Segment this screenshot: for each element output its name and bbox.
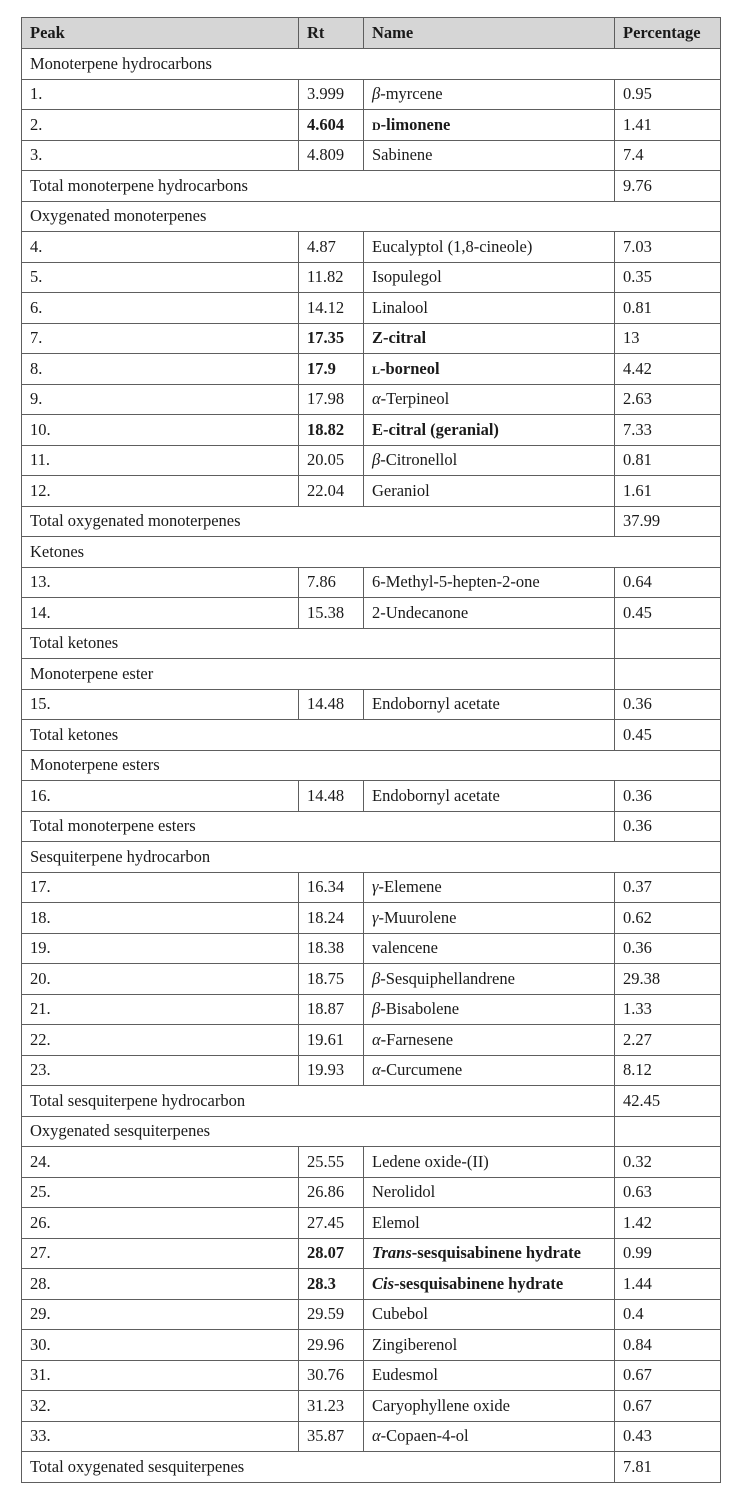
name-column-header: Name <box>364 18 615 49</box>
total-row <box>22 171 721 202</box>
isomer-prefix: Cis <box>372 1273 395 1293</box>
rt-cell: 26.86 <box>299 1177 364 1208</box>
peak-cell: 9. <box>22 384 299 415</box>
rt-cell: 31.23 <box>299 1391 364 1422</box>
greek-prefix: α <box>372 1060 381 1080</box>
percentage-cell: 2.27 <box>615 1025 721 1056</box>
name-cell <box>364 79 615 110</box>
table-row <box>22 1269 721 1300</box>
peak-cell: 17. <box>22 872 299 903</box>
peak-cell: 6. <box>22 293 299 324</box>
name-cell <box>364 1147 615 1178</box>
peak-cell: 20. <box>22 964 299 995</box>
compound-name: Endobornyl acetate <box>372 694 500 714</box>
name-cell <box>364 1330 615 1361</box>
total-percentage: 42.45 <box>615 1086 721 1117</box>
table-row <box>22 262 721 293</box>
percentage-cell: 0.43 <box>615 1421 721 1452</box>
peak-cell: 24. <box>22 1147 299 1178</box>
total-label: Total ketones <box>22 628 615 659</box>
rt-cell: 22.04 <box>299 476 364 507</box>
name-cell <box>364 598 615 629</box>
total-row <box>22 506 721 537</box>
rt-cell: 25.55 <box>299 1147 364 1178</box>
total-percentage: 0.45 <box>615 720 721 751</box>
name-cell <box>364 1391 615 1422</box>
percentage-cell: 1.42 <box>615 1208 721 1239</box>
table-row <box>22 1208 721 1239</box>
table-row <box>22 1360 721 1391</box>
table-row <box>22 903 721 934</box>
compound-name: -Sesquiphellandrene <box>380 968 515 988</box>
group-row <box>22 842 721 873</box>
table-row <box>22 872 721 903</box>
name-cell <box>364 567 615 598</box>
greek-prefix: β <box>372 999 381 1019</box>
rt-cell: 3.999 <box>299 79 364 110</box>
name-cell <box>364 1177 615 1208</box>
rt-cell: 14.48 <box>299 781 364 812</box>
compound-name: valencene <box>372 938 438 958</box>
peak-cell: 15. <box>22 689 299 720</box>
compound-name: -Curcumene <box>380 1060 463 1080</box>
peak-column-header: Peak <box>22 18 299 49</box>
rt-cell: 28.3 <box>299 1269 364 1300</box>
rt-cell: 29.96 <box>299 1330 364 1361</box>
percentage-cell: 8.12 <box>615 1055 721 1086</box>
group-title: Monoterpene hydrocarbons <box>22 49 721 80</box>
table-row <box>22 1025 721 1056</box>
table-row <box>22 781 721 812</box>
table-row <box>22 1391 721 1422</box>
compound-name: -Elemene <box>378 877 442 897</box>
rt-cell: 4.809 <box>299 140 364 171</box>
percentage-cell: 0.36 <box>615 689 721 720</box>
group-title: Oxygenated monoterpenes <box>22 201 721 232</box>
compound-name: -Farnesene <box>380 1029 454 1049</box>
percentage-cell: 13 <box>615 323 721 354</box>
table-body <box>22 49 721 1483</box>
percentage-cell: 0.67 <box>615 1360 721 1391</box>
total-row <box>22 1086 721 1117</box>
percentage-cell: 7.03 <box>615 232 721 263</box>
percentage-cell: 0.67 <box>615 1391 721 1422</box>
percentage-cell: 0.64 <box>615 567 721 598</box>
group-title: Monoterpene esters <box>22 750 721 781</box>
compound-name: -Copaen-4-ol <box>380 1426 469 1446</box>
peak-cell: 3. <box>22 140 299 171</box>
name-cell <box>364 1238 615 1269</box>
name-cell <box>364 994 615 1025</box>
percentage-cell: 1.33 <box>615 994 721 1025</box>
greek-prefix: β <box>372 450 381 470</box>
peak-cell: 5. <box>22 262 299 293</box>
rt-cell: 7.86 <box>299 567 364 598</box>
peak-cell: 10. <box>22 415 299 446</box>
rt-cell: 14.48 <box>299 689 364 720</box>
greek-prefix: α <box>372 389 381 409</box>
group-row <box>22 659 721 690</box>
total-label: Total monoterpene esters <box>22 811 615 842</box>
group-title: Ketones <box>22 537 721 568</box>
total-row <box>22 811 721 842</box>
rt-cell: 17.35 <box>299 323 364 354</box>
name-cell <box>364 1421 615 1452</box>
table-row <box>22 110 721 141</box>
peak-cell: 14. <box>22 598 299 629</box>
group-row <box>22 49 721 80</box>
rt-cell: 4.604 <box>299 110 364 141</box>
compound-name: -Muurolene <box>378 907 457 927</box>
table-row <box>22 689 721 720</box>
table-row <box>22 354 721 385</box>
name-cell <box>364 1208 615 1239</box>
compound-name: Sabinene <box>372 145 433 165</box>
name-cell <box>364 1269 615 1300</box>
table-row <box>22 964 721 995</box>
name-cell <box>364 140 615 171</box>
rt-cell: 29.59 <box>299 1299 364 1330</box>
peak-cell: 31. <box>22 1360 299 1391</box>
compounds-table <box>21 17 721 1483</box>
table-row <box>22 1177 721 1208</box>
percentage-cell: 1.41 <box>615 110 721 141</box>
peak-cell: 1. <box>22 79 299 110</box>
percentage-cell: 29.38 <box>615 964 721 995</box>
name-cell <box>364 384 615 415</box>
percentage-cell: 2.63 <box>615 384 721 415</box>
compound-name: Z-citral <box>372 328 427 348</box>
percentage-cell: 0.35 <box>615 262 721 293</box>
percentage-cell: 0.32 <box>615 1147 721 1178</box>
stereo-prefix: d <box>372 114 381 134</box>
name-cell <box>364 293 615 324</box>
group-percentage-cell <box>615 1116 721 1147</box>
header-row <box>22 18 721 49</box>
rt-cell: 19.61 <box>299 1025 364 1056</box>
name-cell <box>364 1299 615 1330</box>
peak-cell: 19. <box>22 933 299 964</box>
total-percentage: 37.99 <box>615 506 721 537</box>
table-row <box>22 79 721 110</box>
total-label: Total sesquiterpene hydrocarbon <box>22 1086 615 1117</box>
table-row <box>22 933 721 964</box>
percentage-cell: 0.81 <box>615 445 721 476</box>
stereo-prefix: l <box>372 358 381 378</box>
percentage-cell: 0.99 <box>615 1238 721 1269</box>
percentage-cell: 0.62 <box>615 903 721 934</box>
compound-name: -Citronellol <box>380 450 458 470</box>
group-title: Oxygenated sesquiterpenes <box>22 1116 615 1147</box>
percentage-cell: 7.33 <box>615 415 721 446</box>
percentage-cell: 0.95 <box>615 79 721 110</box>
percentage-cell: 0.63 <box>615 1177 721 1208</box>
percentage-cell: 0.36 <box>615 933 721 964</box>
total-percentage: 7.81 <box>615 1452 721 1483</box>
name-cell <box>364 933 615 964</box>
group-title: Monoterpene ester <box>22 659 615 690</box>
percentage-cell: 1.44 <box>615 1269 721 1300</box>
compound-name: 6-Methyl-5-hepten-2-one <box>372 572 540 592</box>
rt-cell: 18.75 <box>299 964 364 995</box>
table-row <box>22 323 721 354</box>
name-cell <box>364 872 615 903</box>
compound-name: Nerolidol <box>372 1182 436 1202</box>
name-cell <box>364 1360 615 1391</box>
rt-cell: 27.45 <box>299 1208 364 1239</box>
compound-name: Zingiberenol <box>372 1334 458 1354</box>
greek-prefix: γ <box>372 877 379 897</box>
name-cell <box>364 262 615 293</box>
percentage-cell: 0.36 <box>615 781 721 812</box>
table-row <box>22 293 721 324</box>
peak-cell: 32. <box>22 1391 299 1422</box>
name-cell <box>364 110 615 141</box>
group-row <box>22 201 721 232</box>
percentage-cell: 0.84 <box>615 1330 721 1361</box>
group-row <box>22 750 721 781</box>
group-row <box>22 537 721 568</box>
peak-cell: 8. <box>22 354 299 385</box>
compound-name: -borneol <box>380 358 440 378</box>
name-cell <box>364 354 615 385</box>
compound-name: -Terpineol <box>380 389 450 409</box>
name-cell <box>364 1055 615 1086</box>
name-cell <box>364 903 615 934</box>
rt-cell: 28.07 <box>299 1238 364 1269</box>
name-cell <box>364 781 615 812</box>
greek-prefix: γ <box>372 907 379 927</box>
total-label: Total monoterpene hydrocarbons <box>22 171 615 202</box>
rt-cell: 11.82 <box>299 262 364 293</box>
rt-cell: 15.38 <box>299 598 364 629</box>
table-row <box>22 232 721 263</box>
name-cell <box>364 1025 615 1056</box>
percentage-cell: 1.61 <box>615 476 721 507</box>
compound-name: Eudesmol <box>372 1365 438 1385</box>
name-cell <box>364 323 615 354</box>
percentage-cell: 4.42 <box>615 354 721 385</box>
total-percentage: 9.76 <box>615 171 721 202</box>
table-row <box>22 415 721 446</box>
rt-cell: 18.24 <box>299 903 364 934</box>
rt-cell: 14.12 <box>299 293 364 324</box>
name-cell <box>364 232 615 263</box>
table-row <box>22 567 721 598</box>
peak-cell: 4. <box>22 232 299 263</box>
compound-name: Elemol <box>372 1212 420 1232</box>
compound-name: Caryophyllene oxide <box>372 1395 510 1415</box>
total-row <box>22 720 721 751</box>
peak-cell: 21. <box>22 994 299 1025</box>
name-cell <box>364 964 615 995</box>
rt-cell: 19.93 <box>299 1055 364 1086</box>
table-row <box>22 384 721 415</box>
greek-prefix: β <box>372 84 381 104</box>
percentage-cell: 0.4 <box>615 1299 721 1330</box>
peak-cell: 28. <box>22 1269 299 1300</box>
compound-name: -sesquisabinene hydrate <box>394 1273 564 1293</box>
rt-column-header: Rt <box>299 18 364 49</box>
compound-name: -myrcene <box>380 84 443 104</box>
peak-cell: 27. <box>22 1238 299 1269</box>
percentage-cell: 0.45 <box>615 598 721 629</box>
table-row <box>22 1299 721 1330</box>
peak-cell: 16. <box>22 781 299 812</box>
total-label: Total ketones <box>22 720 615 751</box>
table-row <box>22 1330 721 1361</box>
total-percentage <box>615 628 721 659</box>
compound-name: Linalool <box>372 297 428 317</box>
peak-cell: 11. <box>22 445 299 476</box>
group-row <box>22 1116 721 1147</box>
peak-cell: 13. <box>22 567 299 598</box>
table-row <box>22 1055 721 1086</box>
peak-cell: 26. <box>22 1208 299 1239</box>
compound-name: 2-Undecanone <box>372 602 469 622</box>
greek-prefix: α <box>372 1029 381 1049</box>
group-percentage-cell <box>615 659 721 690</box>
rt-cell: 4.87 <box>299 232 364 263</box>
rt-cell: 30.76 <box>299 1360 364 1391</box>
peak-cell: 25. <box>22 1177 299 1208</box>
percentage-cell: 7.4 <box>615 140 721 171</box>
greek-prefix: β <box>372 968 381 988</box>
compound-name: E-citral (geranial) <box>372 419 499 439</box>
name-cell <box>364 415 615 446</box>
name-cell <box>364 689 615 720</box>
rt-cell: 18.82 <box>299 415 364 446</box>
compound-name: Geraniol <box>372 480 430 500</box>
table-row <box>22 445 721 476</box>
group-title: Sesquiterpene hydrocarbon <box>22 842 721 873</box>
peak-cell: 12. <box>22 476 299 507</box>
compound-name: Cubebol <box>372 1304 428 1324</box>
peak-cell: 7. <box>22 323 299 354</box>
percentage-column-header: Percentage <box>615 18 721 49</box>
greek-prefix: α <box>372 1426 381 1446</box>
isomer-prefix: Trans <box>372 1243 412 1263</box>
compound-name: Eucalyptol (1,8-cineole) <box>372 236 533 256</box>
rt-cell: 20.05 <box>299 445 364 476</box>
rt-cell: 18.38 <box>299 933 364 964</box>
table-row <box>22 140 721 171</box>
peak-cell: 18. <box>22 903 299 934</box>
name-cell <box>364 445 615 476</box>
table-row <box>22 994 721 1025</box>
compound-name: Ledene oxide-(II) <box>372 1151 489 1171</box>
total-row <box>22 1452 721 1483</box>
rt-cell: 16.34 <box>299 872 364 903</box>
compound-name: -sesquisabinene hydrate <box>411 1243 581 1263</box>
total-label: Total oxygenated monoterpenes <box>22 506 615 537</box>
name-cell <box>364 476 615 507</box>
table-row <box>22 598 721 629</box>
table-row <box>22 1238 721 1269</box>
total-label: Total oxygenated sesquiterpenes <box>22 1452 615 1483</box>
peak-cell: 29. <box>22 1299 299 1330</box>
percentage-cell: 0.81 <box>615 293 721 324</box>
total-percentage: 0.36 <box>615 811 721 842</box>
percentage-cell: 0.37 <box>615 872 721 903</box>
compound-name: Endobornyl acetate <box>372 785 500 805</box>
peak-cell: 2. <box>22 110 299 141</box>
rt-cell: 17.9 <box>299 354 364 385</box>
peak-cell: 23. <box>22 1055 299 1086</box>
table-row <box>22 476 721 507</box>
rt-cell: 35.87 <box>299 1421 364 1452</box>
peak-cell: 30. <box>22 1330 299 1361</box>
table-row <box>22 1421 721 1452</box>
peak-cell: 22. <box>22 1025 299 1056</box>
table-row <box>22 1147 721 1178</box>
rt-cell: 18.87 <box>299 994 364 1025</box>
total-row <box>22 628 721 659</box>
compound-name: -limonene <box>380 114 451 134</box>
rt-cell: 17.98 <box>299 384 364 415</box>
peak-cell: 33. <box>22 1421 299 1452</box>
compound-name: Isopulegol <box>372 267 442 287</box>
compound-name: -Bisabolene <box>380 999 460 1019</box>
